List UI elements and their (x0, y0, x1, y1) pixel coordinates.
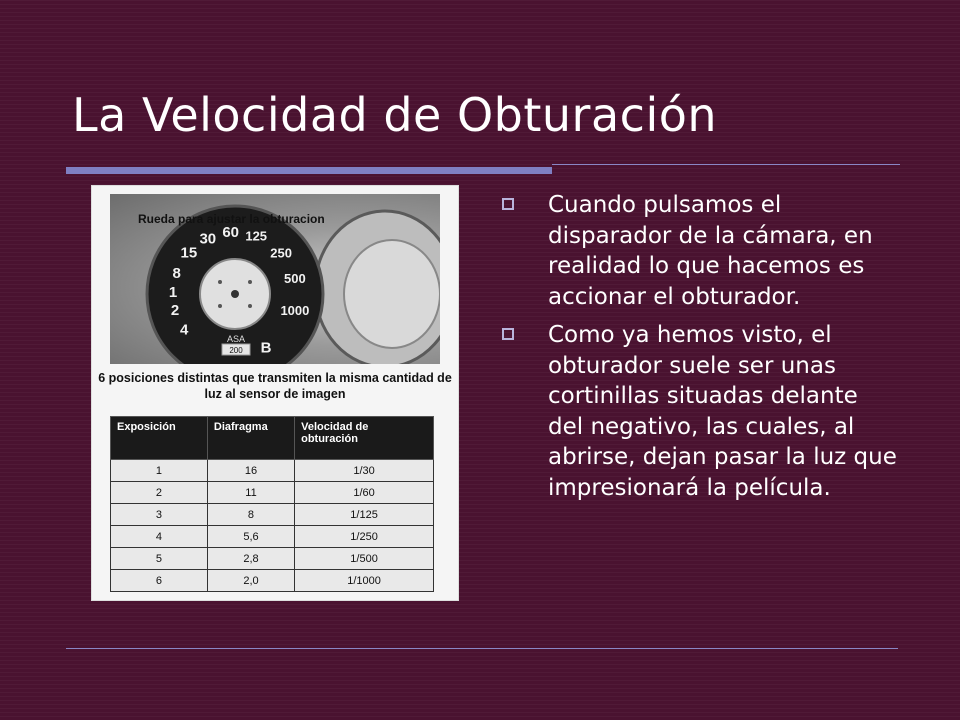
table-cell-shutter-speed: 1/1000 (295, 570, 434, 592)
dial-number: 1 (168, 283, 178, 301)
bullet-text: Cuando pulsamos el disparador de la cámara, en realidad lo que hacemos es accionar el obturador. (548, 192, 873, 310)
table-row (111, 460, 434, 482)
table-cell-shutter-speed: 1/60 (295, 482, 434, 504)
table-cell-aperture: 16 (207, 460, 294, 482)
table-cell-exposure: 1 (111, 460, 208, 482)
table-cell-aperture: 2,8 (207, 548, 294, 570)
photo-caption: Rueda para ajustar la obturacion (138, 212, 325, 226)
exposure-table (110, 416, 434, 592)
dial-center-text: ASA (226, 334, 246, 344)
table-row (111, 570, 434, 592)
dial-number: 250 (270, 245, 292, 261)
table-cell-shutter-speed: 1/125 (295, 504, 434, 526)
dial-number: 2 (170, 302, 180, 319)
bullet-text: Como ya hemos visto, el obturador suele ser unas cortinillas situadas delante del negativo, las cuales, al abrirse, dejan pasar la luz que impresionará la película. (548, 322, 897, 501)
table-header-row (111, 417, 434, 460)
table-header-exposure: Exposición (111, 417, 208, 460)
dial-number: 125 (245, 228, 268, 244)
dial-number: 60 (222, 224, 240, 242)
bullet-item (498, 320, 898, 503)
dial-number: B (260, 339, 272, 357)
table-cell-exposure: 4 (111, 526, 208, 548)
bullet-item (498, 190, 898, 312)
hollow-square-icon (502, 198, 514, 210)
table-cell-aperture: 11 (207, 482, 294, 504)
dial-number: 1000 (280, 303, 310, 318)
table-row (111, 504, 434, 526)
table-header-shutter-speed: Velocidad de obturación (295, 417, 434, 460)
table-cell-aperture: 2,0 (207, 570, 294, 592)
dial-number: 15 (180, 244, 198, 262)
dial-number: 8 (172, 264, 181, 282)
table-cell-shutter-speed: 1/30 (295, 460, 434, 482)
table-cell-shutter-speed: 1/250 (295, 526, 434, 548)
title-underline-rule (552, 164, 900, 165)
shutter-dial-photo (110, 194, 440, 364)
dial-badge: 200 (229, 346, 243, 355)
table-row (111, 482, 434, 504)
table-cell-aperture: 5,6 (207, 526, 294, 548)
title-underline-accent (66, 167, 552, 174)
dial-number: 30 (199, 230, 217, 248)
footer-rule (66, 648, 898, 649)
hollow-square-icon (502, 328, 514, 340)
figure-caption: 6 posiciones distintas que transmiten la misma cantidad de luz al sensor de imagen (98, 371, 452, 401)
table-row (111, 548, 434, 570)
dial-number: 500 (284, 271, 306, 286)
dial-number: 4 (180, 321, 189, 339)
table-cell-exposure: 2 (111, 482, 208, 504)
slide-title: La Velocidad de Obturación (72, 88, 718, 142)
shutter-figure (92, 186, 458, 600)
table-cell-exposure: 6 (111, 570, 208, 592)
table-cell-aperture: 8 (207, 504, 294, 526)
table-header-aperture: Diafragma (207, 417, 294, 460)
table-cell-shutter-speed: 1/500 (295, 548, 434, 570)
table-cell-exposure: 5 (111, 548, 208, 570)
table-cell-exposure: 3 (111, 504, 208, 526)
table-row (111, 526, 434, 548)
bullet-list (498, 190, 898, 511)
